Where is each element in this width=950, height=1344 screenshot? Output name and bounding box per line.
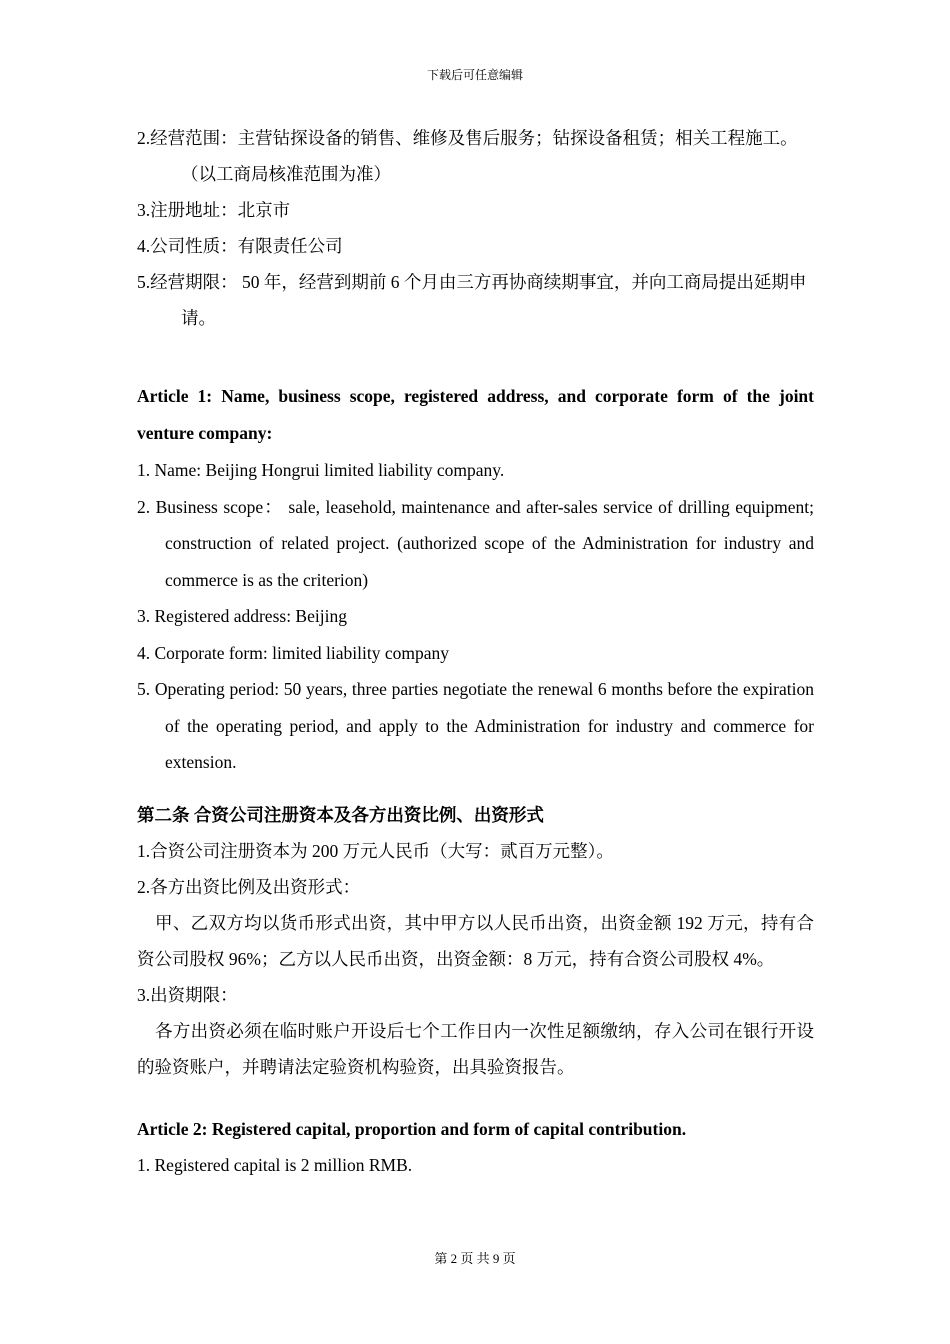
page-footer: 第 2 页 共 9 页 [434, 1251, 516, 1266]
page-header: 下载后可任意编辑 [426, 68, 523, 82]
cn-registered-capital: 1.合资公司注册资本为 200 万元人民币（大写：贰百万元整）。 [137, 840, 614, 861]
spacer [137, 336, 814, 378]
cn-contribution-deadline-text: 各方出资必须在临时账户开设后七个工作日内一次性足额缴纳，存入公司在银行开设的验资账户，并聘请法定验资机构验资，出具验资报告。 [137, 1020, 814, 1077]
cn-company-nature: 4.公司性质：有限责任公司 [137, 236, 343, 256]
en-registered-capital: 1. Registered capital is 2 million RMB. [137, 1155, 413, 1175]
cn-article-2-heading: 第二条 合资公司注册资本及各方出资比例、出资形式 [137, 804, 544, 825]
en-name: 1. Name: Beijing Hongrui limited liability company. [137, 460, 505, 480]
en-article-1-heading: Article 1: Name, business scope, registered address, and corporate form of the joint venture company: [137, 386, 814, 443]
en-operating-period: 5. Operating period: 50 years, three parties negotiate the renewal 6 months before the expiration of the operating period, and apply to the Administration for industry and commerce for extension. [137, 679, 814, 772]
document-body [137, 120, 814, 1184]
cn-contribution-form-text: 甲、乙双方均以货币形式出资，其中甲方以人民币出资，出资金额 192 万元，持有合资公司股权 96%；乙方以人民币出资，出资金额：8 万元，持有合资公司股权 4%。 [137, 912, 814, 969]
en-article-2-heading: Article 2: Registered capital, proportion and form of capital contribution. [137, 1118, 687, 1139]
cn-operating-period: 5.经营期限： 50 年，经营到期前 6 个月由三方再协商续期事宜，并向工商局提出延期申请。 [137, 272, 807, 328]
cn-contribution-deadline-title: 3.出资期限： [137, 984, 238, 1005]
spacer [137, 781, 814, 797]
spacer [137, 1085, 814, 1111]
cn-business-scope: 2.经营范围：主营钻探设备的销售、维修及售后服务；钻探设备租赁；相关工程施工。（以工商局核准范围为准） [137, 128, 798, 184]
en-corporate-form: 4. Corporate form: limited liability company [137, 642, 450, 663]
en-registered-address: 3. Registered address: Beijing [137, 606, 347, 626]
cn-registered-address: 3.注册地址：北京市 [137, 200, 291, 220]
cn-contribution-form-title: 2.各方出资比例及出资形式： [137, 876, 361, 897]
en-business-scope: 2. Business scope： sale, leasehold, maintenance and after-sales service of drilling equipment; construction of related project. (authorized scope of the Administration for industry and commerce is as the criterion) [137, 496, 814, 590]
